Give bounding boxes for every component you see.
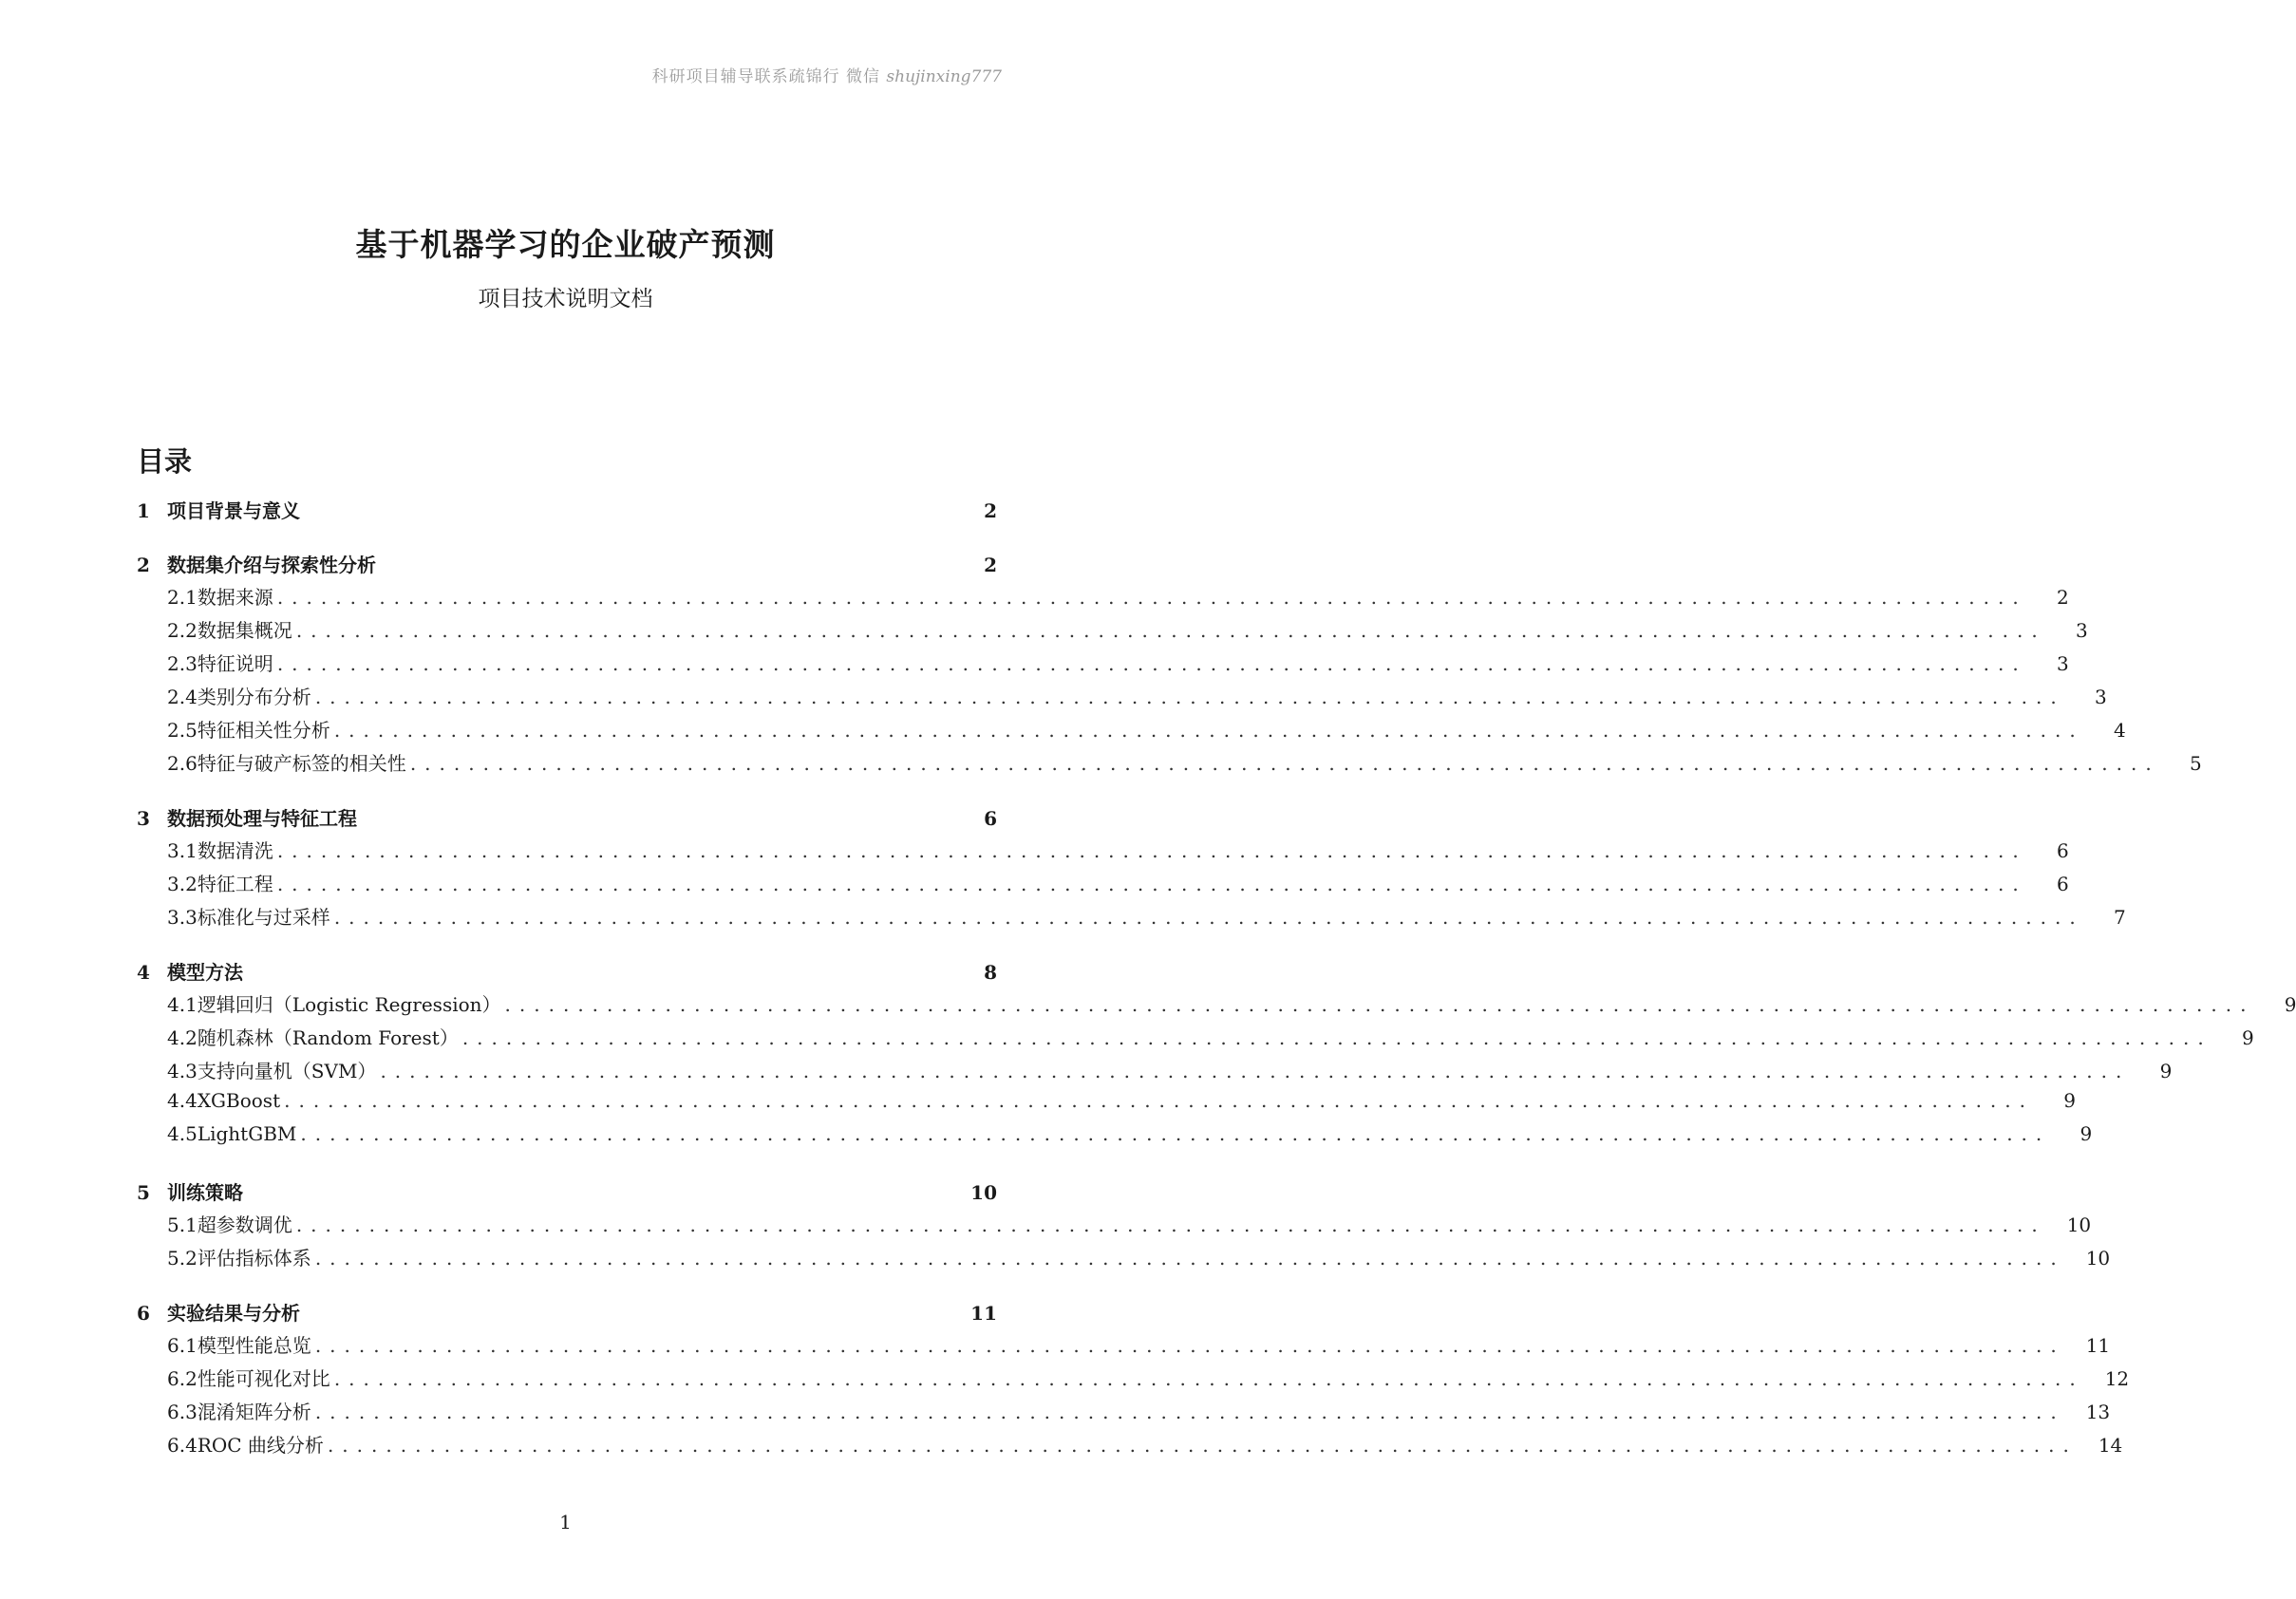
toc-dot-leader: ........................................................................................................................ (276, 839, 2027, 862)
toc-dot-leader: ........................................................................................................................ (380, 1060, 2131, 1082)
toc-subsection-page: 6 (2056, 873, 2069, 895)
toc-subsection-title: 性能可视化对比 (197, 1367, 330, 1390)
toc-dot-leader: ........................................................................................................................ (333, 906, 2084, 929)
toc-subsection-title: 评估指标体系 (197, 1247, 311, 1270)
toc-section-entry[interactable] (137, 550, 997, 582)
toc-subsection-title: 特征说明 (197, 652, 273, 675)
toc-subsection-entry[interactable] (137, 1210, 2092, 1243)
toc-subsection-entry[interactable] (137, 1243, 2111, 1276)
document-subtitle: 项目技术说明文档 (478, 287, 653, 311)
toc-subsection-page: 12 (2104, 1367, 2130, 1390)
toc-subsection-title: LightGBM (197, 1122, 297, 1145)
toc-section-number: 2 (137, 554, 150, 576)
toc-section-title: 训练策略 (167, 1181, 243, 1204)
toc-subsection-page: 9 (2284, 993, 2296, 1016)
toc-subsection-title: 特征相关性分析 (197, 719, 330, 742)
toc-section-entry[interactable] (137, 1298, 997, 1330)
toc-subsection-title: 特征与破产标签的相关性 (197, 752, 406, 775)
toc-subsection-entry[interactable] (137, 1397, 2111, 1430)
toc-subsection-number: 3.1 (167, 839, 198, 862)
toc-subsection-title: 标准化与过采样 (197, 906, 330, 929)
toc-subsection-number: 5.1 (167, 1213, 198, 1236)
toc-subsection-number: 3.3 (167, 906, 198, 929)
toc-section-entry[interactable] (137, 957, 997, 989)
toc-subsection-number: 4.2 (167, 1026, 198, 1049)
toc-section-number: 6 (137, 1302, 150, 1325)
toc-dot-leader: ........................................................................................................................ (327, 1434, 2078, 1457)
toc-subsection-page: 7 (2113, 906, 2126, 929)
toc-subsection-number: 6.3 (167, 1401, 198, 1423)
header-contact-cjk: 科研项目辅导联系疏锦行 微信 (651, 67, 880, 86)
toc-subsection-number: 6.1 (167, 1334, 198, 1357)
document-title: 基于机器学习的企业破产预测 (355, 226, 776, 263)
toc-subsection-number: 2.3 (167, 652, 198, 675)
toc-subsection-number: 6.4 (167, 1434, 198, 1457)
toc-section-title: 数据预处理与特征工程 (167, 807, 357, 830)
toc-subsection-title: 模型性能总览 (197, 1334, 311, 1357)
toc-subsection-page: 3 (2075, 619, 2088, 642)
toc-subsection-page: 9 (2080, 1122, 2093, 1145)
toc-section-page: 2 (984, 554, 997, 576)
toc-subsection-entry[interactable] (137, 1122, 2093, 1156)
toc-subsection-entry[interactable] (137, 682, 2107, 715)
toc-subsection-title: 数据来源 (197, 586, 273, 609)
toc-section-page: 10 (970, 1181, 997, 1204)
toc-subsection-page: 4 (2113, 719, 2126, 742)
toc-subsection-number: 2.4 (167, 686, 198, 708)
toc-subsection-entry[interactable] (137, 715, 2126, 748)
toc-section-title: 模型方法 (167, 961, 243, 984)
toc-subsection-page: 6 (2056, 839, 2069, 862)
toc-subsection-title: 数据集概况 (197, 619, 292, 642)
toc-section-page: 8 (984, 961, 997, 984)
toc-subsection-number: 2.6 (167, 752, 198, 775)
toc-section-title: 项目背景与意义 (167, 499, 300, 522)
toc-dot-leader: ........................................................................................................................ (461, 1026, 2212, 1049)
toc-dot-leader: ........................................................................................................................ (276, 652, 2027, 675)
toc-section-title: 数据集介绍与探索性分析 (167, 554, 376, 576)
toc-subsection-entry[interactable] (137, 869, 2069, 902)
toc-subsection-entry[interactable] (137, 836, 2069, 869)
table-of-contents (137, 496, 2296, 1463)
toc-subsection-title: 数据清洗 (197, 839, 273, 862)
toc-dot-leader: ........................................................................................................................ (284, 1089, 2034, 1112)
toc-heading: 目录 (137, 445, 193, 478)
toc-dot-leader: ........................................................................................................................ (276, 873, 2027, 895)
toc-subsection-title: XGBoost (197, 1089, 281, 1112)
toc-subsection-page: 10 (2066, 1213, 2092, 1236)
toc-dot-leader: ........................................................................................................................ (314, 1334, 2065, 1357)
toc-subsection-title: 支持向量机（SVM） (197, 1060, 377, 1082)
toc-dot-leader: ........................................................................................................................ (504, 993, 2255, 1016)
toc-section-title: 实验结果与分析 (167, 1302, 300, 1325)
toc-dot-leader: ........................................................................................................................ (295, 619, 2046, 642)
toc-subsection-entry[interactable] (137, 1330, 2111, 1364)
toc-subsection-entry[interactable] (137, 902, 2126, 935)
toc-section-number: 3 (137, 807, 150, 830)
toc-subsection-page: 3 (2094, 686, 2107, 708)
page-number: 1 (559, 1511, 572, 1533)
toc-subsection-title: 特征工程 (197, 873, 273, 895)
toc-dot-leader: ........................................................................................................................ (314, 686, 2065, 708)
toc-subsection-entry[interactable] (137, 1023, 2254, 1056)
toc-subsection-page: 10 (2085, 1247, 2111, 1270)
toc-subsection-page: 9 (2063, 1089, 2076, 1112)
toc-subsection-title: 超参数调优 (197, 1213, 292, 1236)
toc-subsection-number: 3.2 (167, 873, 198, 895)
toc-subsection-page: 5 (2189, 752, 2202, 775)
toc-subsection-number: 5.2 (167, 1247, 198, 1270)
toc-dot-leader: ........................................................................................................................ (333, 719, 2084, 742)
toc-dot-leader: ........................................................................................................................ (333, 1367, 2084, 1390)
toc-section-entry[interactable] (137, 803, 997, 836)
toc-section-number: 1 (137, 499, 150, 522)
toc-subsection-number: 4.1 (167, 993, 198, 1016)
toc-subsection-number: 2.1 (167, 586, 198, 609)
toc-subsection-number: 2.2 (167, 619, 198, 642)
header-contact-note (652, 63, 1002, 86)
header-contact-id: shujinxing777 (886, 67, 1002, 86)
toc-subsection-entry[interactable] (137, 1089, 2076, 1122)
toc-section-page: 6 (984, 807, 997, 830)
toc-dot-leader: ........................................................................................................................ (295, 1213, 2046, 1236)
toc-subsection-page: 2 (2056, 586, 2069, 609)
toc-subsection-page: 9 (2241, 1026, 2254, 1049)
toc-section-number: 4 (137, 961, 150, 984)
toc-subsection-title: 随机森林（Random Forest） (197, 1026, 459, 1049)
toc-subsection-title: 混淆矩阵分析 (197, 1401, 311, 1423)
toc-subsection-entry[interactable] (137, 582, 2069, 615)
toc-dot-leader: ........................................................................................................................ (409, 752, 2160, 775)
toc-dot-leader: ........................................................................................................................ (276, 586, 2027, 609)
toc-section-entry[interactable] (137, 496, 997, 528)
toc-section-entry[interactable] (137, 1177, 997, 1210)
toc-subsection-entry[interactable] (137, 1364, 2130, 1397)
toc-subsection-page: 13 (2085, 1401, 2111, 1423)
toc-subsection-page: 14 (2098, 1434, 2123, 1457)
toc-subsection-page: 3 (2056, 652, 2069, 675)
toc-subsection-entry[interactable] (137, 1430, 2123, 1463)
toc-section-page: 11 (970, 1302, 997, 1325)
toc-subsection-number: 4.3 (167, 1060, 198, 1082)
toc-subsection-title: ROC 曲线分析 (197, 1434, 324, 1457)
toc-subsection-title: 类别分布分析 (197, 686, 311, 708)
toc-subsection-title: 逻辑回归（Logistic Regression） (197, 993, 501, 1016)
toc-section-page: 2 (984, 499, 997, 522)
toc-dot-leader: ........................................................................................................................ (300, 1122, 2051, 1145)
toc-section-number: 5 (137, 1181, 150, 1204)
toc-subsection-number: 2.5 (167, 719, 198, 742)
toc-subsection-number: 4.5 (167, 1122, 198, 1145)
toc-dot-leader: ........................................................................................................................ (314, 1247, 2065, 1270)
toc-subsection-entry[interactable] (137, 649, 2069, 682)
toc-subsection-page: 9 (2159, 1060, 2173, 1082)
toc-subsection-number: 6.2 (167, 1367, 198, 1390)
toc-subsection-entry[interactable] (137, 748, 2202, 781)
toc-subsection-number: 4.4 (167, 1089, 198, 1112)
toc-subsection-entry[interactable] (137, 1056, 2173, 1089)
toc-subsection-entry[interactable] (137, 989, 2296, 1023)
toc-subsection-page: 11 (2085, 1334, 2111, 1357)
toc-subsection-entry[interactable] (137, 615, 2088, 649)
toc-dot-leader: ........................................................................................................................ (314, 1401, 2065, 1423)
